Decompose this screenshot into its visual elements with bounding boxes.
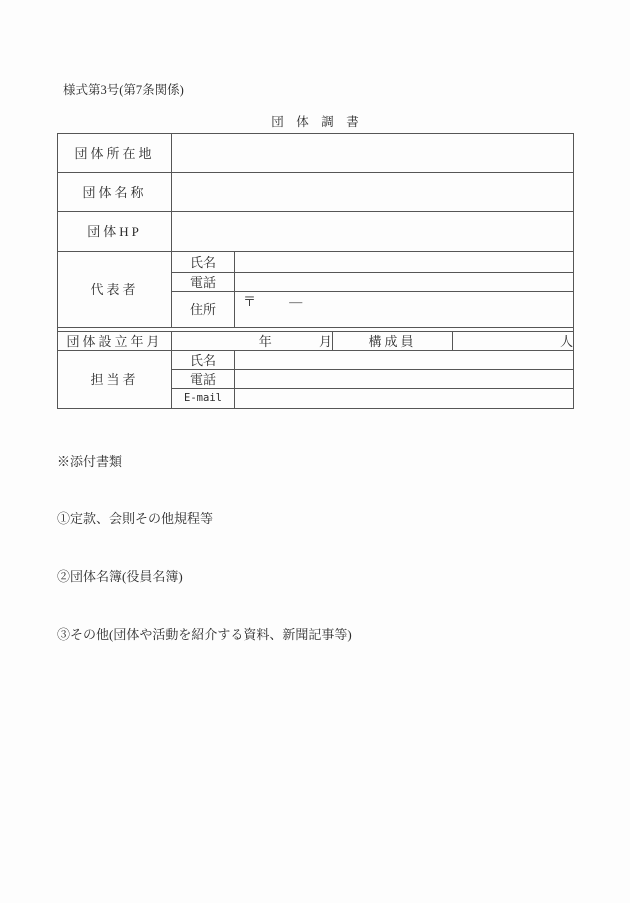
month-unit: 月 xyxy=(318,333,332,349)
table-row xyxy=(58,252,574,273)
note-item-1: ①定款、会則その他規程等 xyxy=(57,511,214,527)
representative-name-field[interactable] xyxy=(235,252,574,273)
note-item-2: ②団体名簿(役員名簿) xyxy=(57,569,183,585)
contact-phone-field[interactable] xyxy=(235,370,574,389)
org-hp-field[interactable] xyxy=(172,212,574,252)
contact-email-label: E-mail xyxy=(172,389,235,409)
note-item-3: ③その他(団体や活動を紹介する資料、新聞記事等) xyxy=(57,627,352,643)
table-row xyxy=(58,212,574,252)
year-unit: 年 xyxy=(258,333,272,349)
org-address-label: 団体所在地 xyxy=(58,134,172,173)
establishment-date-field[interactable] xyxy=(172,332,333,351)
organization-form-table xyxy=(57,133,574,409)
org-address-field[interactable] xyxy=(172,134,574,173)
table-row xyxy=(58,134,574,173)
form-number: 様式第3号(第7条関係) xyxy=(63,83,184,97)
establishment-label: 団体設立年月 xyxy=(58,332,172,351)
members-label: 構成員 xyxy=(333,332,453,351)
document-title: 団 体 調 書 xyxy=(271,115,359,129)
notes-section xyxy=(57,413,352,683)
org-hp-label: 団体HP xyxy=(58,212,172,252)
representative-address-label: 住所 xyxy=(172,292,235,328)
table-row xyxy=(58,351,574,370)
representative-phone-label: 電話 xyxy=(172,273,235,292)
contact-name-field[interactable] xyxy=(235,351,574,370)
contact-phone-label: 電話 xyxy=(172,370,235,389)
postal-separator: ― xyxy=(289,294,303,309)
members-unit: 人 xyxy=(559,333,573,349)
contact-name-label: 氏名 xyxy=(172,351,235,370)
contact-email-field[interactable] xyxy=(235,389,574,409)
representative-label: 代表者 xyxy=(58,252,172,328)
notes-heading: ※添付書類 xyxy=(57,453,123,469)
postal-mark: 〒 xyxy=(243,294,257,309)
table-row xyxy=(58,173,574,212)
table-row xyxy=(58,332,574,351)
org-name-label: 団体名称 xyxy=(58,173,172,212)
contact-label: 担当者 xyxy=(58,351,172,409)
representative-phone-field[interactable] xyxy=(235,273,574,292)
representative-address-field[interactable] xyxy=(235,292,574,328)
representative-name-label: 氏名 xyxy=(172,252,235,273)
org-name-field[interactable] xyxy=(172,173,574,212)
members-count-field[interactable] xyxy=(453,332,574,351)
